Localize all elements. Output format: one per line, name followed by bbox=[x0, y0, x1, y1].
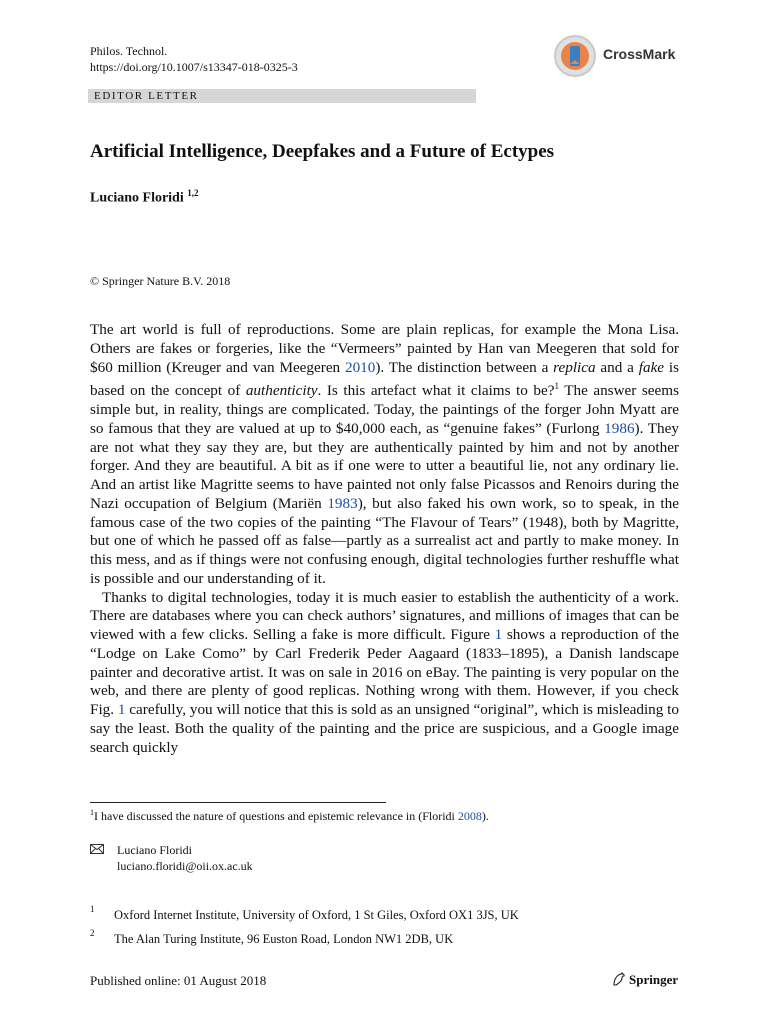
doi-link[interactable]: https://doi.org/10.1007/s13347-018-0325-3 bbox=[90, 60, 298, 74]
contact-name: Luciano Floridi bbox=[117, 843, 192, 857]
springer-horse-icon bbox=[612, 972, 626, 986]
envelope-icon bbox=[90, 844, 104, 854]
footnote-divider bbox=[90, 802, 386, 803]
citation-link[interactable]: 1986 bbox=[604, 419, 635, 437]
affiliation-number: 2 bbox=[90, 928, 95, 938]
affiliation-number: 1 bbox=[90, 904, 95, 914]
citation-link[interactable]: 2008 bbox=[457, 809, 482, 823]
published-date: Published online: 01 August 2018 bbox=[90, 973, 267, 988]
journal-info bbox=[90, 43, 298, 75]
publisher-name: Springer bbox=[629, 972, 679, 987]
author-name[interactable]: Luciano Floridi bbox=[90, 190, 184, 206]
figure-link[interactable]: 1 bbox=[494, 626, 503, 644]
article-body bbox=[90, 321, 679, 757]
footnote: $^1$I have discussed the nature of questions and epistemic relevance in (Floridi 2008). bbox=[90, 808, 489, 823]
citation-link[interactable]: 2010 bbox=[344, 358, 376, 376]
crossmark-label: CrossMark bbox=[603, 46, 676, 62]
paragraph-1: The art world is full of reproductions. Some are plain replicas, for example the Mona Lisa. Others are fakes or forgeries, like the “Vermeers” painted by Han van Meegeren that sold for $60 million (Kreuger and van Meegeren 2010). The distinction between a replica and a fake is based on the concept of authenticity. Is this artefact what it claims to be?$^1$ The answer seems simple but, in reality, things are complicated. Today, the paintings of the forger John Myatt are so famous that they are valued at up to $40,000 each, as “genuine fakes” (Furlong 1986). They are not what they say they are, but they are authentically painted by him and not by another forger. And they are beautiful. A bit as if one were to utter a beautiful lie, not any ordinary lie. And an artist like Magritte seems to have painted not only false Picassos and Renoirs during the Nazi occupation of Belgium (Mariën 1983), but also faked his own work, so to speak, in the famous case of the two copies of the painting “The Flavour of Tears” (1948), both by Magritte, but one of which he passed off as false—partly as a surrealist act and partly to make money. In this mess, and as if things were not confusing enough, digital technologies further reshuffle what is possible and our understanding of it. bbox=[90, 321, 679, 587]
author-affiliation-marks: 1,2 bbox=[187, 188, 199, 198]
section-banner: EDITOR LETTER bbox=[88, 89, 476, 103]
affiliation-text: Oxford Internet Institute, University of Oxford, 1 St Giles, Oxford OX1 3JS, UK bbox=[114, 908, 519, 922]
citation-link[interactable]: 1983 bbox=[327, 494, 358, 512]
publisher-logo bbox=[612, 972, 678, 988]
affiliation-text: The Alan Turing Institute, 96 Euston Road, London NW1 2DB, UK bbox=[114, 932, 454, 946]
crossmark-icon bbox=[553, 34, 597, 78]
author-line bbox=[90, 188, 198, 207]
journal-name: Philos. Technol. bbox=[90, 44, 168, 58]
copyright-notice: © Springer Nature B.V. 2018 bbox=[90, 274, 231, 288]
article-title: Artificial Intelligence, Deepfakes and a Future of Ectypes bbox=[90, 141, 555, 162]
contact-email[interactable]: luciano.floridi@oii.ox.ac.uk bbox=[117, 859, 253, 873]
paragraph-2: Thanks to digital technologies, today it is much easier to establish the authenticity of a work. There are databases where you can check authors’ signatures, and millions of images that can be viewed with a few clicks. Selling a fake is more difficult. Figure 1 shows a reproduction of the “Lodge on Lake Como” by Carl Frederik Peder Aagaard (1833–1895), a Danish landscape painter and decorative artist. It was on sale in 2016 on eBay. The painting is very popular on the web, and there are plenty of good replicas. Nothing wrong with them. However, if you check Fig. 1 carefully, you will notice that this is sold as an unsigned “original”, which is misleading to say the least. Both the quality of the painting and the price are suspicious, and a Google image search quickly bbox=[90, 588, 679, 756]
footnote-marker[interactable]: 1 bbox=[554, 381, 559, 392]
figure-link[interactable]: 1 bbox=[117, 701, 126, 719]
crossmark-badge[interactable] bbox=[553, 34, 683, 78]
